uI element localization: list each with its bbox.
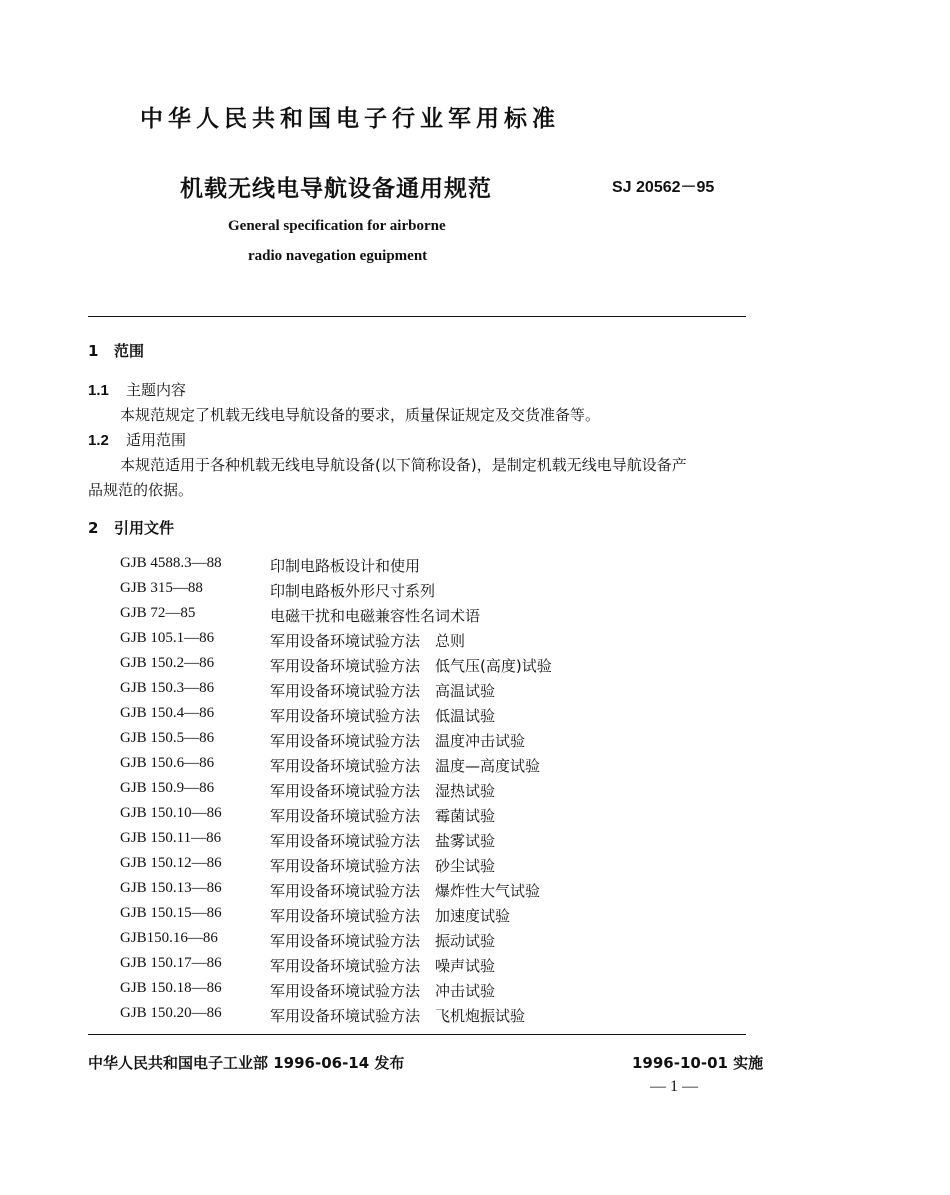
reference-code: GJB 150.3—86 <box>120 680 215 696</box>
subsection-title: 主题内容 <box>126 381 187 399</box>
subsection-1-1-heading <box>88 379 186 400</box>
reference-title: 军用设备环境试验方法 高温试验 <box>270 682 496 700</box>
reference-code: GJB 150.9—86 <box>120 780 215 796</box>
reference-code: GJB 150.11—86 <box>120 830 222 846</box>
standard-code: SJ 20562－95 <box>612 179 715 196</box>
issue-statement: 中华人民共和国电子工业部 1996-06-14 发布 <box>88 1054 405 1072</box>
reference-code: GJB 150.5—86 <box>120 730 215 746</box>
reference-title: 印制电路板外形尺寸系列 <box>270 582 436 600</box>
page-number: — 1 — <box>650 1078 698 1095</box>
reference-title: 军用设备环境试验方法 噪声试验 <box>270 957 496 975</box>
section-title: 范围 <box>114 342 145 360</box>
reference-title: 军用设备环境试验方法 温度冲击试验 <box>270 732 526 750</box>
reference-code: GJB 150.17—86 <box>120 955 222 971</box>
standard-category: 中华人民共和国电子行业军用标准 <box>140 106 560 132</box>
reference-title: 印制电路板设计和使用 <box>270 557 421 575</box>
english-title-line1: General specification for airborne <box>228 218 446 234</box>
reference-title: 军用设备环境试验方法 爆炸性大气试验 <box>270 882 541 900</box>
subsection-1-2-text-line1: 本规范适用于各种机载无线电导航设备(以下简称设备)，是制定机载无线电导航设备产 <box>120 456 687 474</box>
reference-title: 电磁干扰和电磁兼容性名词术语 <box>270 607 481 625</box>
reference-title: 军用设备环境试验方法 低温试验 <box>270 707 496 725</box>
reference-code: GJB 150.6—86 <box>120 755 215 771</box>
reference-title: 军用设备环境试验方法 砂尘试验 <box>270 857 496 875</box>
reference-code: GJB 4588.3—88 <box>120 555 222 571</box>
reference-title: 军用设备环境试验方法 总则 <box>270 632 466 650</box>
header-divider <box>88 316 746 317</box>
subsection-1-2-text-line2: 品规范的依据。 <box>88 481 194 499</box>
reference-title: 军用设备环境试验方法 低气压(高度)试验 <box>270 657 552 675</box>
reference-code: GJB 150.20—86 <box>120 1005 222 1021</box>
reference-title: 军用设备环境试验方法 霉菌试验 <box>270 807 496 825</box>
subsection-1-1-text: 本规范规定了机载无线电导航设备的要求，质量保证规定及交货准备等。 <box>120 406 601 424</box>
reference-title: 军用设备环境试验方法 冲击试验 <box>270 982 496 1000</box>
reference-code: GJB 150.4—86 <box>120 705 215 721</box>
section-number: 2 <box>88 519 99 537</box>
reference-title: 军用设备环境试验方法 盐雾试验 <box>270 832 496 850</box>
section-1-heading <box>88 340 144 361</box>
subsection-number: 1.1 <box>88 382 109 399</box>
reference-code: GJB 315—88 <box>120 580 203 596</box>
section-title: 引用文件 <box>114 519 175 537</box>
reference-title: 军用设备环境试验方法 湿热试验 <box>270 782 496 800</box>
section-number: 1 <box>88 342 99 360</box>
reference-title: 军用设备环境试验方法 飞机炮振试验 <box>270 1007 526 1025</box>
reference-code: GJB 150.13—86 <box>120 880 222 896</box>
reference-code: GJB 150.10—86 <box>120 805 222 821</box>
subsection-number: 1.2 <box>88 432 109 449</box>
section-2-heading <box>88 517 174 538</box>
subsection-title: 适用范围 <box>126 431 187 449</box>
reference-code: GJB150.16—86 <box>120 930 218 946</box>
reference-title: 军用设备环境试验方法 温度—高度试验 <box>270 757 541 775</box>
effective-date: 1996-10-01 实施 <box>632 1054 764 1072</box>
reference-code: GJB 150.15—86 <box>120 905 222 921</box>
reference-code: GJB 105.1—86 <box>120 630 215 646</box>
reference-code: GJB 150.18—86 <box>120 980 222 996</box>
document-title: 机载无线电导航设备通用规范 <box>180 176 492 202</box>
english-title-line2: radio navegation eguipment <box>248 248 428 264</box>
footer-divider <box>88 1034 746 1035</box>
reference-title: 军用设备环境试验方法 振动试验 <box>270 932 496 950</box>
reference-code: GJB 150.2—86 <box>120 655 215 671</box>
reference-code: GJB 150.12—86 <box>120 855 222 871</box>
subsection-1-2-heading <box>88 429 186 450</box>
reference-title: 军用设备环境试验方法 加速度试验 <box>270 907 511 925</box>
reference-code: GJB 72—85 <box>120 605 196 621</box>
